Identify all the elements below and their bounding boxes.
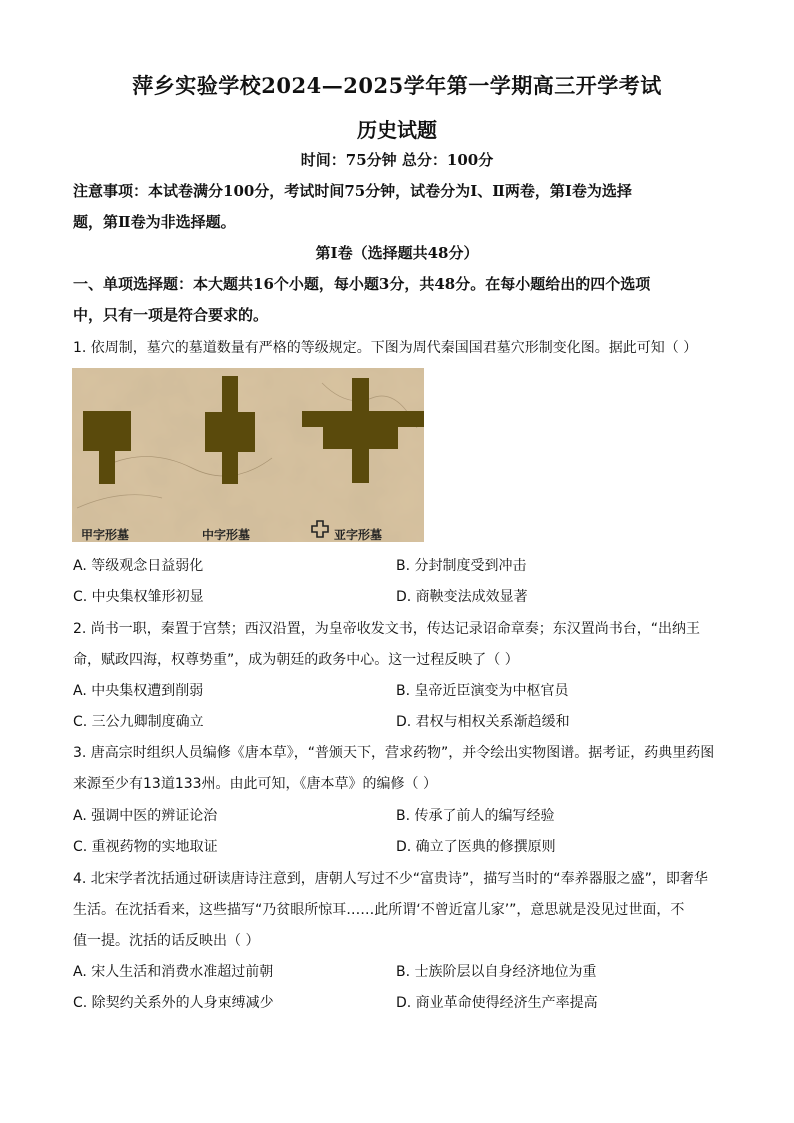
q2-option-d[interactable]: D. 君权与相权关系渐趋缓和 xyxy=(396,714,570,730)
q1-option-a[interactable]: A. 等级观念日益弱化 xyxy=(73,558,204,574)
tomb-shape-figure xyxy=(72,368,424,542)
question-2-stem-line-1: 2. 尚书一职，秦置于宫禁；西汉沿置，为皇帝收发文书，传达记录诏命章奏；东汉置尚书台，“出纳王 xyxy=(73,621,701,637)
time-info: 时间：75分钟 总分：100分 xyxy=(300,151,494,169)
subject-title: 历史试题 xyxy=(357,118,437,142)
part1-heading: 第Ⅰ卷（选择题共48分） xyxy=(315,244,479,262)
figure-label-ya: 亚字形墓 xyxy=(334,528,383,542)
q3-option-d[interactable]: D. 确立了医典的修撰原则 xyxy=(396,839,556,855)
q1-option-b[interactable]: B. 分封制度受到冲击 xyxy=(396,558,527,574)
q4-option-d[interactable]: D. 商业革命使得经济生产率提高 xyxy=(396,995,598,1011)
question-4-stem-line-2: 生活。在沈括看来，这些描写“乃贫眼所惊耳……此所谓‘不曾近富儿家’”，意思就是没见过世面，不 xyxy=(73,902,685,918)
question-3-stem-line-1: 3. 唐高宗时组织人员编修《唐本草》，“普颁天下，营求药物”，并令绘出实物图谱。据考证，药典里药图 xyxy=(73,745,715,761)
question-3-stem-line-2: 来源至少有13道133州。由此可知，《唐本草》的编修（ ） xyxy=(73,776,437,792)
q4-option-b[interactable]: B. 士族阶层以自身经济地位为重 xyxy=(396,964,597,980)
figure-label-jia: 甲字形墓 xyxy=(81,528,130,542)
q3-option-b[interactable]: B. 传承了前人的编写经验 xyxy=(396,808,555,824)
q3-option-a[interactable]: A. 强调中医的辨证论治 xyxy=(73,808,218,824)
figure-background xyxy=(72,368,424,542)
q2-option-a[interactable]: A. 中央集权遭到削弱 xyxy=(73,683,204,699)
question-2-stem-line-2: 命，赋政四海，权尊势重”，成为朝廷的政务中心。这一过程反映了（ ） xyxy=(73,652,519,668)
figure-label-zhong: 中字形墓 xyxy=(202,528,251,542)
part1-instruction-2: 中，只有一项是符合要求的。 xyxy=(73,306,269,324)
q4-option-a[interactable]: A. 宋人生活和消费水准超过前朝 xyxy=(73,964,274,980)
part1-instruction-1: 一、单项选择题：本大题共16个小题，每小题3分，共48分。在每小题给出的四个选项 xyxy=(73,275,651,293)
notice-line-2: 题，第Ⅱ卷为非选择题。 xyxy=(73,213,236,231)
question-4-stem-line-3: 值一提。沈括的话反映出（ ） xyxy=(73,933,260,949)
exam-title: 萍乡实验学校2024—2025学年第一学期高三开学考试 xyxy=(132,73,662,98)
q2-option-b[interactable]: B. 皇帝近臣演变为中枢官员 xyxy=(396,683,569,699)
q1-option-c[interactable]: C. 中央集权雏形初显 xyxy=(73,589,204,605)
q1-option-d[interactable]: D. 商鞅变法成效显著 xyxy=(396,589,528,605)
q2-option-c[interactable]: C. 三公九卿制度确立 xyxy=(73,714,204,730)
question-4-stem-line-1: 4. 北宋学者沈括通过研读唐诗注意到，唐朝人写过不少“富贵诗”，描写当时的“奉养器服之盛”，即奢华 xyxy=(73,871,708,887)
notice-line-1: 注意事项：本试卷满分100分，考试时间75分钟，试卷分为Ⅰ、Ⅱ两卷，第Ⅰ卷为选择 xyxy=(73,182,632,200)
question-1-stem: 1. 依周制，墓穴的墓道数量有严格的等级规定。下图为周代秦国国君墓穴形制变化图。据此可知（ ） xyxy=(73,340,698,356)
q3-option-c[interactable]: C. 重视药物的实地取证 xyxy=(73,839,218,855)
q4-option-c[interactable]: C. 除契约关系外的人身束缚减少 xyxy=(73,995,274,1011)
